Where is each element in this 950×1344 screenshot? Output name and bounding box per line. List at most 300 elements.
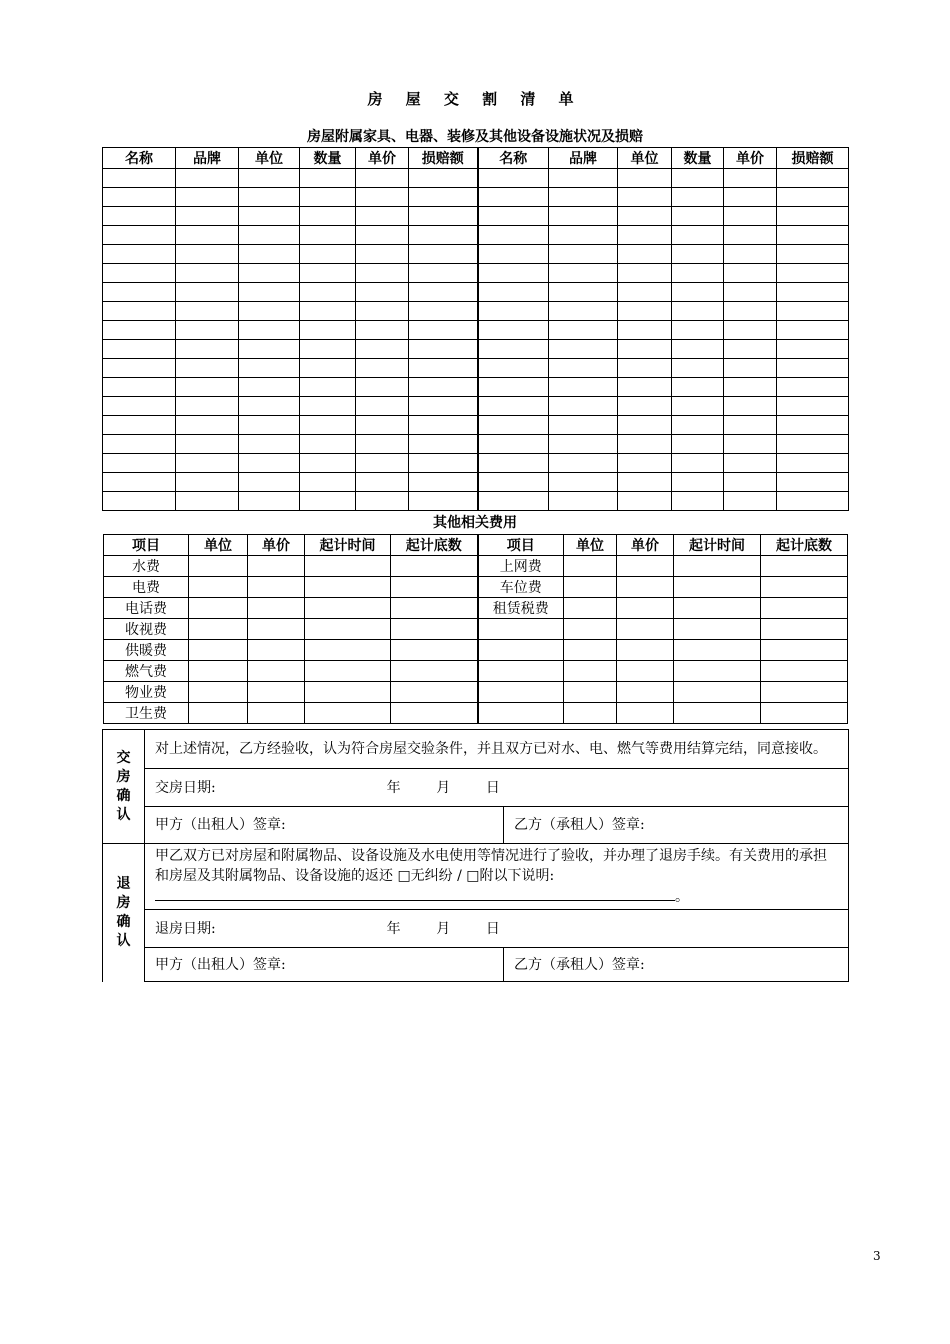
table-row [104, 703, 848, 724]
table-cell [672, 397, 724, 416]
table-cell [391, 703, 478, 724]
table-cell [239, 340, 300, 359]
checkout-statement: 甲乙双方已对房屋和附属物品、设备设施及水电使用等情况进行了验收，并办理了退房手续。有关费用的承担和房屋及其附属物品、设备设施的返还 □无纠纷 / □附以下说明: [155, 848, 827, 884]
table-cell [103, 397, 176, 416]
table-cell [672, 454, 724, 473]
table-cell [409, 169, 478, 188]
table-cell [409, 359, 478, 378]
table-row [104, 682, 848, 703]
table-cell [724, 359, 777, 378]
table-header-row [104, 535, 848, 556]
table-cell [300, 226, 356, 245]
table-cell [777, 321, 849, 340]
table-cell [724, 245, 777, 264]
table-cell [618, 340, 672, 359]
table-cell [618, 378, 672, 397]
table-cell [672, 188, 724, 207]
table-cell [391, 682, 478, 703]
table-cell [391, 598, 478, 619]
table-cell [409, 283, 478, 302]
table-cell [674, 598, 761, 619]
table-cell [478, 435, 549, 454]
table-cell [777, 169, 849, 188]
table-cell [674, 703, 761, 724]
table-cell [356, 435, 409, 454]
table-cell [564, 682, 617, 703]
table-cell [409, 454, 478, 473]
table-cell [672, 264, 724, 283]
table-cell [549, 492, 618, 511]
table-cell [300, 188, 356, 207]
table-row [103, 226, 849, 245]
table-cell [761, 619, 848, 640]
table-cell [618, 492, 672, 511]
table-cell [618, 454, 672, 473]
table-cell [239, 321, 300, 340]
table-cell: 收视费 [104, 619, 189, 640]
table-cell [724, 188, 777, 207]
table-cell [239, 226, 300, 245]
table-cell: 水费 [104, 556, 189, 577]
table-cell [356, 283, 409, 302]
table-cell: 燃气费 [104, 661, 189, 682]
table-row [103, 283, 849, 302]
table-cell [618, 226, 672, 245]
table-cell [239, 302, 300, 321]
table-cell [239, 492, 300, 511]
table-cell [549, 188, 618, 207]
table-cell [618, 169, 672, 188]
table-cell [300, 302, 356, 321]
table-cell [761, 661, 848, 682]
table-row [103, 169, 849, 188]
table-cell [176, 264, 239, 283]
table-cell: 物业费 [104, 682, 189, 703]
table-cell [724, 302, 777, 321]
checkout-period: 。 [675, 889, 689, 905]
table-cell [674, 619, 761, 640]
table-cell [176, 340, 239, 359]
table-cell [248, 598, 305, 619]
table-cell [672, 378, 724, 397]
table-cell [176, 207, 239, 226]
table-cell [777, 207, 849, 226]
column-header: 单位 [618, 148, 672, 169]
table-cell [618, 264, 672, 283]
table-cell [300, 340, 356, 359]
table-cell [618, 359, 672, 378]
column-header: 损赔额 [777, 148, 849, 169]
table-cell [176, 378, 239, 397]
table-row [103, 245, 849, 264]
page-number: 3 [873, 1249, 881, 1263]
table-cell [674, 661, 761, 682]
table-cell [409, 340, 478, 359]
table-cell [617, 661, 674, 682]
column-header: 单价 [356, 148, 409, 169]
table-cell [103, 302, 176, 321]
table-cell [549, 340, 618, 359]
table-cell [617, 682, 674, 703]
table-cell [305, 661, 391, 682]
table-row [103, 416, 849, 435]
table-cell: 电话费 [104, 598, 189, 619]
table-cell [300, 207, 356, 226]
table-cell [724, 340, 777, 359]
table-cell [724, 226, 777, 245]
table-cell [356, 492, 409, 511]
table-cell [618, 397, 672, 416]
table-cell [672, 492, 724, 511]
table-row [104, 640, 848, 661]
table-cell [248, 703, 305, 724]
table-cell [549, 169, 618, 188]
table-cell [305, 640, 391, 661]
table-cell [478, 226, 549, 245]
table-cell [478, 359, 549, 378]
handover-date-label: 交房日期: [155, 779, 216, 796]
column-header: 品牌 [549, 148, 618, 169]
table-cell [300, 397, 356, 416]
table-cell [356, 359, 409, 378]
table-cell [478, 661, 564, 682]
table-cell [777, 302, 849, 321]
table-cell [356, 416, 409, 435]
table-cell: 电费 [104, 577, 189, 598]
table-cell [674, 682, 761, 703]
table-cell [391, 661, 478, 682]
table-cell [724, 283, 777, 302]
table-row [103, 378, 849, 397]
table-cell [564, 661, 617, 682]
table-cell [478, 416, 549, 435]
table-cell [239, 378, 300, 397]
confirmation-table [102, 729, 849, 982]
table-cell [617, 703, 674, 724]
table-cell [777, 359, 849, 378]
table-cell [300, 321, 356, 340]
table-row [103, 473, 849, 492]
table-cell [549, 321, 618, 340]
table-cell [176, 169, 239, 188]
table-cell [478, 169, 549, 188]
table-cell [724, 454, 777, 473]
table-cell [409, 226, 478, 245]
table-cell [409, 207, 478, 226]
table-cell [672, 226, 724, 245]
table-cell [777, 378, 849, 397]
handover-label: 交 房 确 认 [103, 730, 145, 844]
table-cell [176, 188, 239, 207]
table-cell [549, 359, 618, 378]
table-cell [189, 619, 248, 640]
table-row [103, 340, 849, 359]
table-cell [618, 473, 672, 492]
table-cell [672, 416, 724, 435]
table-row [103, 359, 849, 378]
table-cell [478, 264, 549, 283]
table-cell [761, 682, 848, 703]
table-cell [189, 556, 248, 577]
table-cell [103, 340, 176, 359]
table-cell [777, 473, 849, 492]
table-cell [724, 416, 777, 435]
table-cell [103, 416, 176, 435]
table-cell [777, 416, 849, 435]
table-cell [189, 640, 248, 661]
table-cell [239, 264, 300, 283]
table-cell [618, 321, 672, 340]
column-header: 名称 [478, 148, 549, 169]
table-cell [674, 640, 761, 661]
table-cell [672, 302, 724, 321]
table-cell [672, 169, 724, 188]
table-cell [305, 682, 391, 703]
table-cell [724, 397, 777, 416]
table-cell [617, 598, 674, 619]
table-cell [189, 577, 248, 598]
handover-date-units: 年 月 日 [386, 779, 500, 796]
table-cell [176, 435, 239, 454]
table-row [103, 397, 849, 416]
table-cell [305, 556, 391, 577]
handover-party-a: 甲方（出租人）签章: [145, 807, 504, 844]
document-title: 房 屋 交 割 清 单 [367, 90, 583, 108]
table-cell [409, 264, 478, 283]
table-cell [239, 454, 300, 473]
table-cell [478, 473, 549, 492]
table-cell [300, 169, 356, 188]
table-cell [724, 264, 777, 283]
table-row [103, 492, 849, 511]
table-cell [478, 302, 549, 321]
table-cell [409, 188, 478, 207]
table-cell [248, 619, 305, 640]
table-cell [672, 359, 724, 378]
column-header: 起计底数 [391, 535, 478, 556]
table-cell [549, 264, 618, 283]
table-cell [103, 454, 176, 473]
table-cell [103, 492, 176, 511]
table-cell [248, 556, 305, 577]
table-cell [409, 302, 478, 321]
table-cell [618, 283, 672, 302]
table-cell [176, 226, 239, 245]
table-cell [777, 492, 849, 511]
checkout-label: 退 房 确 认 [103, 844, 145, 982]
table-cell [478, 619, 564, 640]
table-cell [356, 321, 409, 340]
column-header: 单价 [724, 148, 777, 169]
section1-title: 房屋附属家具、电器、装修及其他设备设施状况及损赔 [307, 129, 643, 145]
table-cell [478, 207, 549, 226]
table-cell [724, 435, 777, 454]
table-cell [478, 492, 549, 511]
table-cell [239, 207, 300, 226]
table-cell [103, 321, 176, 340]
checkout-date-units: 年 月 日 [386, 920, 500, 937]
table-cell [549, 226, 618, 245]
table-row [103, 321, 849, 340]
table-cell: 上网费 [478, 556, 564, 577]
table-cell [761, 556, 848, 577]
table-row [104, 556, 848, 577]
table-cell [549, 416, 618, 435]
table-cell [300, 378, 356, 397]
table-cell [176, 454, 239, 473]
table-cell [564, 640, 617, 661]
table-cell [391, 556, 478, 577]
column-header: 数量 [672, 148, 724, 169]
table-cell [300, 454, 356, 473]
table-cell [176, 492, 239, 511]
table-cell [478, 340, 549, 359]
table-cell [761, 598, 848, 619]
table-cell [564, 619, 617, 640]
table-cell [724, 473, 777, 492]
table-cell [724, 207, 777, 226]
table-cell [176, 359, 239, 378]
handover-statement: 对上述情况，乙方经验收，认为符合房屋交验条件，并且双方已对水、电、燃气等费用结算完结，同意接收。 [145, 730, 849, 769]
table-cell [239, 188, 300, 207]
column-header: 单位 [189, 535, 248, 556]
table-cell [672, 207, 724, 226]
table-cell [300, 492, 356, 511]
table-cell [674, 556, 761, 577]
table-cell [549, 397, 618, 416]
table-cell [618, 188, 672, 207]
column-header: 单位 [564, 535, 617, 556]
table-cell [761, 703, 848, 724]
table-cell [239, 473, 300, 492]
table-cell [672, 473, 724, 492]
table-cell [761, 577, 848, 598]
table-cell [409, 321, 478, 340]
handover-date-row [145, 769, 849, 807]
table-row [103, 264, 849, 283]
table-cell [356, 169, 409, 188]
column-header: 损赔额 [409, 148, 478, 169]
table-cell [777, 226, 849, 245]
table-cell [564, 556, 617, 577]
table-cell [777, 188, 849, 207]
table-cell [724, 321, 777, 340]
table-row [104, 598, 848, 619]
table-cell [777, 454, 849, 473]
table-cell [176, 416, 239, 435]
table-cell [176, 321, 239, 340]
table-cell [356, 245, 409, 264]
table-row [104, 577, 848, 598]
table-row [103, 435, 849, 454]
table-cell [391, 619, 478, 640]
table-cell [103, 188, 176, 207]
column-header: 单价 [617, 535, 674, 556]
table-cell [300, 264, 356, 283]
table-cell [777, 435, 849, 454]
table-cell [189, 682, 248, 703]
table-cell [305, 577, 391, 598]
column-header: 品牌 [176, 148, 239, 169]
table-cell [478, 321, 549, 340]
table-row [104, 619, 848, 640]
column-header: 项目 [104, 535, 189, 556]
table-cell [176, 283, 239, 302]
table-cell [103, 207, 176, 226]
table-cell [674, 577, 761, 598]
table-cell [549, 283, 618, 302]
table-cell [305, 619, 391, 640]
table-cell [300, 245, 356, 264]
table-cell [239, 435, 300, 454]
table-cell [478, 397, 549, 416]
table-cell [478, 640, 564, 661]
table-cell [189, 703, 248, 724]
column-header: 项目 [478, 535, 564, 556]
table-cell [478, 245, 549, 264]
table-cell [618, 207, 672, 226]
column-header: 单位 [239, 148, 300, 169]
table-cell [777, 264, 849, 283]
table-cell [564, 703, 617, 724]
table-cell [189, 598, 248, 619]
table-cell [356, 340, 409, 359]
table-cell [176, 473, 239, 492]
table-cell [409, 245, 478, 264]
table-cell [672, 245, 724, 264]
table-cell [248, 640, 305, 661]
table-cell [724, 378, 777, 397]
table-cell [409, 435, 478, 454]
column-header: 起计时间 [305, 535, 391, 556]
table-cell [305, 598, 391, 619]
checkout-party-a: 甲方（出租人）签章: [145, 948, 504, 982]
table-cell [391, 640, 478, 661]
table-cell: 租赁税费 [478, 598, 564, 619]
table-cell [103, 359, 176, 378]
table-cell [478, 454, 549, 473]
table-cell [672, 321, 724, 340]
table-cell [103, 435, 176, 454]
table-cell [300, 416, 356, 435]
table-cell [248, 577, 305, 598]
column-header: 起计时间 [674, 535, 761, 556]
table-cell [176, 397, 239, 416]
table-cell [176, 302, 239, 321]
table-cell [617, 556, 674, 577]
table-cell [239, 169, 300, 188]
table-cell [356, 264, 409, 283]
table-cell [356, 302, 409, 321]
table-cell [549, 473, 618, 492]
table-cell [356, 188, 409, 207]
table-cell [777, 397, 849, 416]
checkout-statement-cell [145, 844, 849, 910]
table-cell [617, 577, 674, 598]
table-cell: 卫生费 [104, 703, 189, 724]
table-cell [356, 207, 409, 226]
table-cell [300, 359, 356, 378]
table-cell [356, 397, 409, 416]
table-cell [300, 435, 356, 454]
section2-title: 其他相关费用 [433, 515, 517, 531]
table-cell [239, 283, 300, 302]
table-cell [777, 283, 849, 302]
table-cell [549, 454, 618, 473]
table-cell [777, 340, 849, 359]
table-header-row [103, 148, 849, 169]
table-cell [549, 207, 618, 226]
